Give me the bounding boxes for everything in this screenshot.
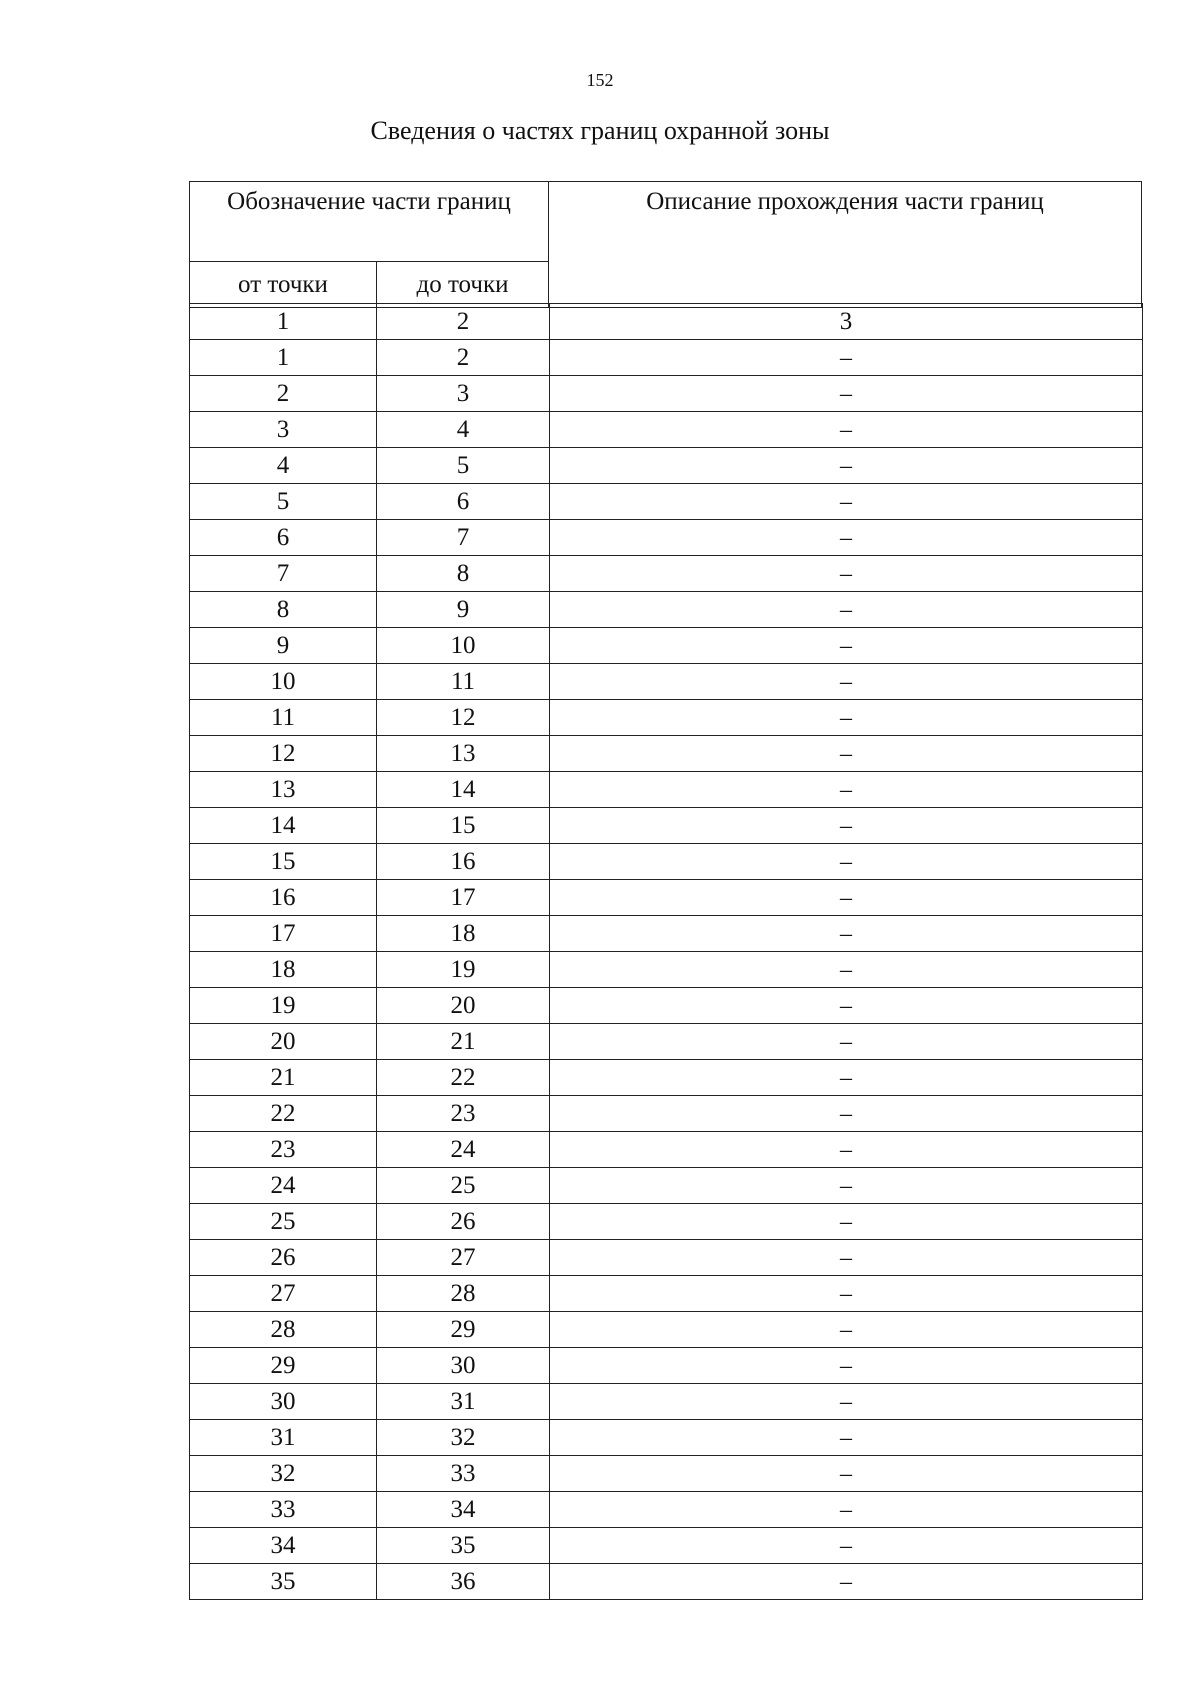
table-row bbox=[190, 412, 1143, 448]
to-point-cell: 4 bbox=[377, 412, 550, 448]
description-cell: – bbox=[550, 1204, 1143, 1240]
table-row bbox=[190, 808, 1143, 844]
table-row bbox=[190, 1384, 1143, 1420]
table-row bbox=[190, 1312, 1143, 1348]
to-point-cell: 20 bbox=[377, 988, 550, 1024]
description-cell: – bbox=[550, 1240, 1143, 1276]
from-point-cell: 14 bbox=[190, 808, 377, 844]
to-point-cell: 31 bbox=[377, 1384, 550, 1420]
table-header bbox=[189, 181, 1142, 308]
from-point-cell: 10 bbox=[190, 664, 377, 700]
description-cell: – bbox=[550, 772, 1143, 808]
table-row bbox=[190, 1348, 1143, 1384]
description-cell: – bbox=[550, 1096, 1143, 1132]
to-point-cell: 22 bbox=[377, 1060, 550, 1096]
from-point-cell: 20 bbox=[190, 1024, 377, 1060]
from-point-cell: 24 bbox=[190, 1168, 377, 1204]
to-point-cell: 3 bbox=[377, 376, 550, 412]
from-point-cell: 4 bbox=[190, 448, 377, 484]
to-point-cell: 11 bbox=[377, 664, 550, 700]
to-point-cell: 5 bbox=[377, 448, 550, 484]
table-row bbox=[190, 1492, 1143, 1528]
from-point-cell: 1 bbox=[190, 340, 377, 376]
from-point-cell: 30 bbox=[190, 1384, 377, 1420]
description-cell: – bbox=[550, 952, 1143, 988]
boundary-parts-table bbox=[189, 303, 1143, 1600]
to-point-cell: 17 bbox=[377, 880, 550, 916]
from-point-cell: 23 bbox=[190, 1132, 377, 1168]
from-point-cell: 22 bbox=[190, 1096, 377, 1132]
to-point-cell: 35 bbox=[377, 1528, 550, 1564]
from-point-cell: 7 bbox=[190, 556, 377, 592]
page-title: Сведения о частях границ охранной зоны bbox=[370, 116, 830, 145]
description-cell: – bbox=[550, 448, 1143, 484]
to-point-cell: 24 bbox=[377, 1132, 550, 1168]
header-description: Описание прохождения части границ bbox=[549, 182, 1142, 308]
table-row bbox=[190, 952, 1143, 988]
from-point-cell: 8 bbox=[190, 592, 377, 628]
description-cell: – bbox=[550, 808, 1143, 844]
column-number: 1 bbox=[190, 304, 377, 340]
table-row bbox=[190, 844, 1143, 880]
from-point-cell: 13 bbox=[190, 772, 377, 808]
description-cell: – bbox=[550, 412, 1143, 448]
description-cell: – bbox=[550, 556, 1143, 592]
description-cell: – bbox=[550, 700, 1143, 736]
from-point-cell: 26 bbox=[190, 1240, 377, 1276]
from-point-cell: 11 bbox=[190, 700, 377, 736]
table-row bbox=[190, 1132, 1143, 1168]
page-number: 152 bbox=[586, 70, 614, 90]
description-cell: – bbox=[550, 1528, 1143, 1564]
from-point-cell: 2 bbox=[190, 376, 377, 412]
description-cell: – bbox=[550, 1132, 1143, 1168]
table-row bbox=[190, 376, 1143, 412]
to-point-cell: 7 bbox=[377, 520, 550, 556]
from-point-cell: 29 bbox=[190, 1348, 377, 1384]
table-row bbox=[190, 700, 1143, 736]
to-point-cell: 21 bbox=[377, 1024, 550, 1060]
from-point-cell: 6 bbox=[190, 520, 377, 556]
header-from-point: от точки bbox=[190, 262, 377, 308]
description-cell: – bbox=[550, 592, 1143, 628]
to-point-cell: 10 bbox=[377, 628, 550, 664]
to-point-cell: 18 bbox=[377, 916, 550, 952]
description-cell: – bbox=[550, 880, 1143, 916]
from-point-cell: 9 bbox=[190, 628, 377, 664]
table-row bbox=[190, 520, 1143, 556]
table-row bbox=[190, 1024, 1143, 1060]
column-number-row bbox=[190, 304, 1143, 340]
to-point-cell: 8 bbox=[377, 556, 550, 592]
description-cell: – bbox=[550, 376, 1143, 412]
from-point-cell: 5 bbox=[190, 484, 377, 520]
table-row bbox=[190, 736, 1143, 772]
to-point-cell: 34 bbox=[377, 1492, 550, 1528]
table-row bbox=[190, 556, 1143, 592]
to-point-cell: 29 bbox=[377, 1312, 550, 1348]
description-cell: – bbox=[550, 1420, 1143, 1456]
description-cell: – bbox=[550, 1564, 1143, 1600]
from-point-cell: 15 bbox=[190, 844, 377, 880]
description-cell: – bbox=[550, 520, 1143, 556]
table-row bbox=[190, 772, 1143, 808]
table-row bbox=[190, 592, 1143, 628]
to-point-cell: 12 bbox=[377, 700, 550, 736]
header-boundary-part: Обозначение части границ bbox=[190, 182, 549, 262]
from-point-cell: 28 bbox=[190, 1312, 377, 1348]
table-row bbox=[190, 1528, 1143, 1564]
table-row bbox=[190, 628, 1143, 664]
table-row bbox=[190, 1096, 1143, 1132]
table-row bbox=[190, 1240, 1143, 1276]
from-point-cell: 16 bbox=[190, 880, 377, 916]
column-number: 2 bbox=[377, 304, 550, 340]
description-cell: – bbox=[550, 340, 1143, 376]
to-point-cell: 14 bbox=[377, 772, 550, 808]
description-cell: – bbox=[550, 1276, 1143, 1312]
from-point-cell: 18 bbox=[190, 952, 377, 988]
to-point-cell: 19 bbox=[377, 952, 550, 988]
to-point-cell: 27 bbox=[377, 1240, 550, 1276]
table-row bbox=[190, 880, 1143, 916]
from-point-cell: 19 bbox=[190, 988, 377, 1024]
from-point-cell: 35 bbox=[190, 1564, 377, 1600]
to-point-cell: 25 bbox=[377, 1168, 550, 1204]
description-cell: – bbox=[550, 1348, 1143, 1384]
description-cell: – bbox=[550, 916, 1143, 952]
to-point-cell: 23 bbox=[377, 1096, 550, 1132]
table-row bbox=[190, 484, 1143, 520]
to-point-cell: 26 bbox=[377, 1204, 550, 1240]
from-point-cell: 17 bbox=[190, 916, 377, 952]
description-cell: – bbox=[550, 628, 1143, 664]
description-cell: – bbox=[550, 1384, 1143, 1420]
table-row bbox=[190, 1204, 1143, 1240]
from-point-cell: 12 bbox=[190, 736, 377, 772]
table-body bbox=[190, 304, 1143, 1600]
to-point-cell: 16 bbox=[377, 844, 550, 880]
to-point-cell: 33 bbox=[377, 1456, 550, 1492]
table-row bbox=[190, 1420, 1143, 1456]
description-cell: – bbox=[550, 1312, 1143, 1348]
from-point-cell: 33 bbox=[190, 1492, 377, 1528]
from-point-cell: 21 bbox=[190, 1060, 377, 1096]
from-point-cell: 31 bbox=[190, 1420, 377, 1456]
description-cell: – bbox=[550, 844, 1143, 880]
table-row bbox=[190, 448, 1143, 484]
from-point-cell: 3 bbox=[190, 412, 377, 448]
description-cell: – bbox=[550, 1168, 1143, 1204]
description-cell: – bbox=[550, 664, 1143, 700]
from-point-cell: 34 bbox=[190, 1528, 377, 1564]
to-point-cell: 36 bbox=[377, 1564, 550, 1600]
table-row bbox=[190, 1456, 1143, 1492]
from-point-cell: 32 bbox=[190, 1456, 377, 1492]
description-cell: – bbox=[550, 988, 1143, 1024]
table-row bbox=[190, 1564, 1143, 1600]
to-point-cell: 30 bbox=[377, 1348, 550, 1384]
table-row bbox=[190, 1060, 1143, 1096]
to-point-cell: 9 bbox=[377, 592, 550, 628]
table-row bbox=[190, 340, 1143, 376]
table-row bbox=[190, 916, 1143, 952]
from-point-cell: 25 bbox=[190, 1204, 377, 1240]
description-cell: – bbox=[550, 484, 1143, 520]
to-point-cell: 13 bbox=[377, 736, 550, 772]
table-row bbox=[190, 988, 1143, 1024]
description-cell: – bbox=[550, 736, 1143, 772]
column-number: 3 bbox=[550, 304, 1143, 340]
description-cell: – bbox=[550, 1456, 1143, 1492]
description-cell: – bbox=[550, 1492, 1143, 1528]
to-point-cell: 2 bbox=[377, 340, 550, 376]
to-point-cell: 15 bbox=[377, 808, 550, 844]
header-to-point: до точки bbox=[377, 262, 549, 308]
to-point-cell: 6 bbox=[377, 484, 550, 520]
from-point-cell: 27 bbox=[190, 1276, 377, 1312]
description-cell: – bbox=[550, 1024, 1143, 1060]
to-point-cell: 32 bbox=[377, 1420, 550, 1456]
table-row bbox=[190, 664, 1143, 700]
to-point-cell: 28 bbox=[377, 1276, 550, 1312]
table-row bbox=[190, 1168, 1143, 1204]
description-cell: – bbox=[550, 1060, 1143, 1096]
table-row bbox=[190, 1276, 1143, 1312]
